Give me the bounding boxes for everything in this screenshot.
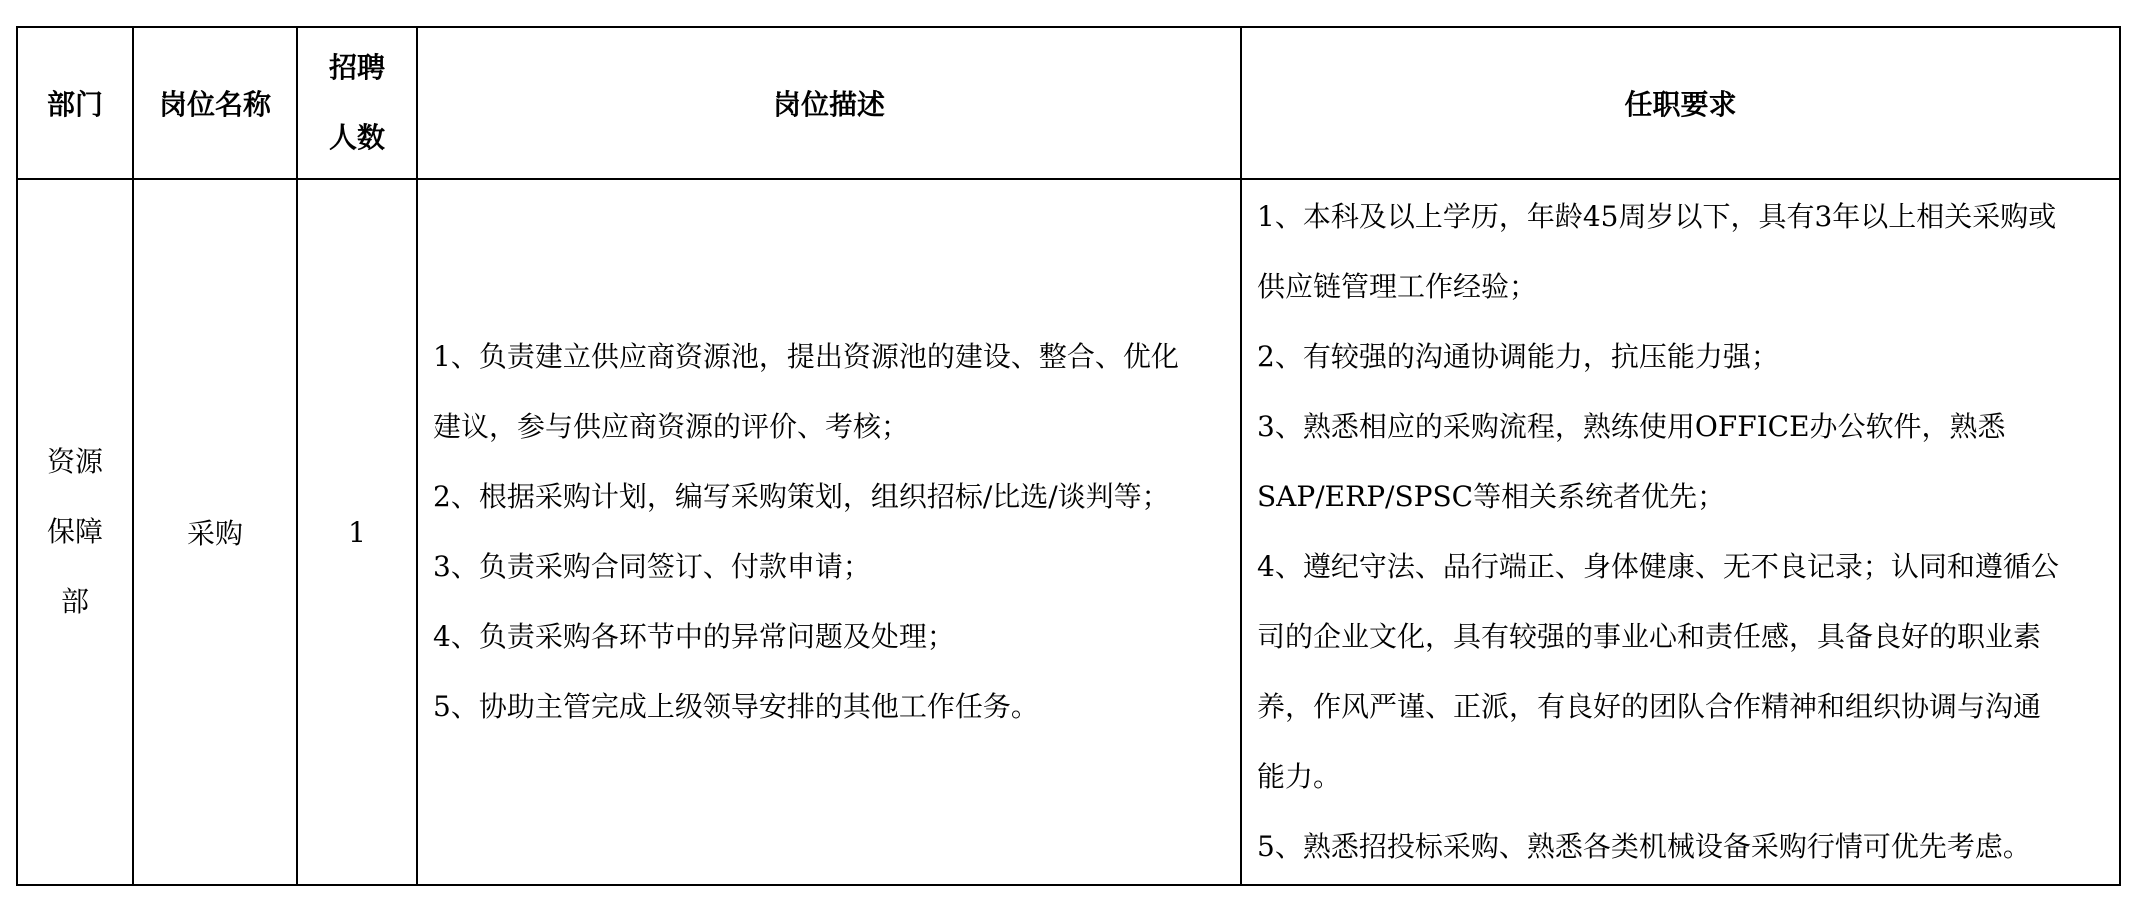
job-posting-table <box>16 26 2121 886</box>
requirement-line-1: 1、本科及以上学历，年龄45周岁以下，具有3年以上相关采购或 <box>1257 200 2057 233</box>
header-headcount-line-2: 人数 <box>328 121 385 154</box>
description-line-5: 4、负责采购各环节中的异常问题及处理； <box>433 620 955 653</box>
requirement-line-6: 4、遵纪守法、品行端正、身体健康、无不良记录；认同和遵循公 <box>1257 550 2059 583</box>
cell-headcount: 1 <box>297 179 417 885</box>
description-line-1: 1、负责建立供应商资源池，提出资源池的建设、整合、优化 <box>433 340 1179 373</box>
header-headcount <box>297 27 417 179</box>
department-line-3: 部 <box>60 585 89 618</box>
department-line-1: 资源 <box>46 445 103 478</box>
table-row <box>17 179 2120 885</box>
requirement-line-7: 司的企业文化，具有较强的事业心和责任感，具备良好的职业素 <box>1257 620 2042 653</box>
header-description: 岗位描述 <box>417 27 1241 179</box>
cell-description <box>417 179 1241 885</box>
requirement-line-8: 养，作风严谨、正派，有良好的团队合作精神和组织协调与沟通 <box>1257 690 2042 723</box>
requirement-line-10: 5、熟悉招投标采购、熟悉各类机械设备采购行情可优先考虑。 <box>1257 830 2031 863</box>
requirement-line-2: 供应链管理工作经验； <box>1257 270 1538 303</box>
department-line-2: 保障 <box>46 515 103 548</box>
header-row <box>17 27 2120 179</box>
description-line-3: 2、根据采购计划，编写采购策划，组织招标/比选/谈判等； <box>433 480 1170 513</box>
header-position: 岗位名称 <box>133 27 297 179</box>
header-headcount-line-1: 招聘 <box>328 51 385 84</box>
cell-department <box>17 179 133 885</box>
description-line-6: 5、协助主管完成上级领导安排的其他工作任务。 <box>433 690 1039 723</box>
requirement-line-3: 2、有较强的沟通协调能力，抗压能力强； <box>1257 340 1779 373</box>
cell-position: 采购 <box>133 179 297 885</box>
requirement-line-9: 能力。 <box>1257 760 1342 793</box>
header-department: 部门 <box>17 27 133 179</box>
header-requirements: 任职要求 <box>1241 27 2120 179</box>
job-posting-sheet <box>16 26 2119 886</box>
requirement-line-5: SAP/ERP/SPSC等相关系统者优先； <box>1257 480 1726 513</box>
requirement-line-4: 3、熟悉相应的采购流程，熟练使用OFFICE办公软件，熟悉 <box>1257 410 2006 443</box>
description-line-2: 建议，参与供应商资源的评价、考核； <box>433 410 910 443</box>
description-line-4: 3、负责采购合同签订、付款申请； <box>433 550 871 583</box>
cell-requirements <box>1241 179 2120 885</box>
